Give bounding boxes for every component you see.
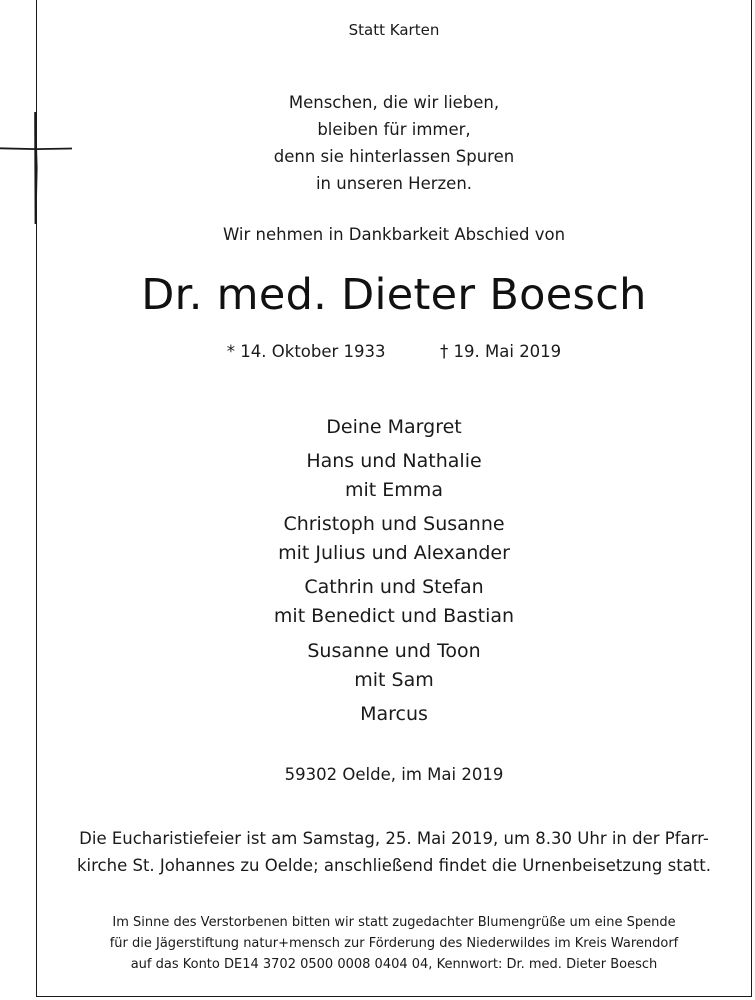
birth-date: * 14. Oktober 1933 <box>226 342 386 361</box>
family-member: Cathrin und Stefan <box>304 576 484 598</box>
deceased-name: Dr. med. Dieter Boesch <box>141 270 647 320</box>
verse-line-4: in unseren Herzen. <box>315 174 473 193</box>
family-member: mit Emma <box>345 479 443 501</box>
death-date: † 19. Mai 2019 <box>440 342 562 361</box>
life-dates <box>36 342 752 361</box>
statt-karten: Statt Karten <box>348 21 440 39</box>
family-member: Susanne und Toon <box>307 640 481 662</box>
family-member: Christoph und Susanne <box>283 513 505 535</box>
place-date: 59302 Oelde, im Mai 2019 <box>284 765 504 784</box>
donation-note-line-2: für die Jägerstiftung natur+mensch zur Förderung des Niederwildes im Kreis Warendorf <box>109 936 679 951</box>
service-line-1: Die Eucharistiefeier ist am Samstag, 25. Mai 2019, um 8.30 Uhr in der Pfarr- <box>79 829 709 848</box>
verse-line-1: Menschen, die wir lieben, <box>288 93 500 112</box>
family-member: mit Sam <box>354 669 434 691</box>
family-member: Deine Margret <box>326 416 462 438</box>
family-member: Marcus <box>360 703 428 725</box>
service-line-2: kirche St. Johannes zu Oelde; anschließend findet die Urnenbeisetzung statt. <box>77 856 711 875</box>
family-member: mit Julius und Alexander <box>278 542 510 564</box>
verse-line-3: denn sie hinterlassen Spuren <box>273 147 515 166</box>
donation-note-line-1: Im Sinne des Verstorbenen bitten wir statt zugedachter Blumengrüße um eine Spende <box>112 915 676 930</box>
family-member: mit Benedict und Bastian <box>273 605 515 627</box>
verse-line-2: bleiben für immer, <box>317 120 471 139</box>
family-member: Hans und Nathalie <box>306 450 482 472</box>
donation-note-line-3: auf das Konto DE14 3702 0500 0008 0404 04, Kennwort: Dr. med. Dieter Boesch <box>130 957 658 972</box>
intro-line: Wir nehmen in Dankbarkeit Abschied von <box>222 225 566 244</box>
